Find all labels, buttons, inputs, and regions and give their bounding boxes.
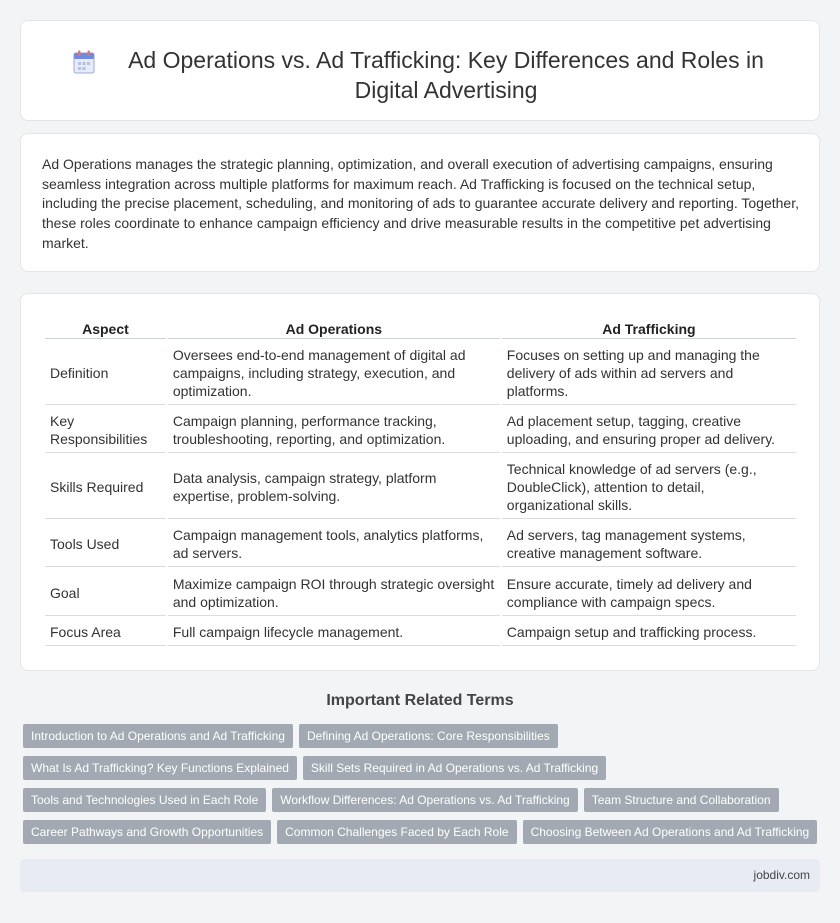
cell-ad-trafficking: Campaign setup and trafficking process. <box>502 618 796 646</box>
footer <box>20 859 820 892</box>
table-row <box>45 407 796 453</box>
cell-aspect: Tools Used <box>45 521 166 567</box>
related-term-tag[interactable]: Team Structure and Collaboration <box>584 788 779 812</box>
table-row <box>45 341 796 405</box>
related-term-tag[interactable]: Common Challenges Faced by Each Role <box>277 820 516 844</box>
cell-ad-operations: Full campaign lifecycle management. <box>168 618 500 646</box>
table-header-row <box>45 318 796 339</box>
header-ad-trafficking: Ad Trafficking <box>502 318 796 339</box>
related-term-tag[interactable]: Choosing Between Ad Operations and Ad Trafficking <box>523 820 818 844</box>
table-row <box>45 569 796 616</box>
related-term-tag[interactable]: Skill Sets Required in Ad Operations vs. Ad Trafficking <box>303 756 606 780</box>
tag-row <box>23 756 823 780</box>
comparison-card <box>20 293 820 671</box>
related-term-tag[interactable]: What Is Ad Trafficking? Key Functions Explained <box>23 756 297 780</box>
comparison-table <box>43 316 798 648</box>
cell-ad-trafficking: Ad servers, tag management systems, creative management software. <box>502 521 796 567</box>
related-term-tag[interactable]: Introduction to Ad Operations and Ad Trafficking <box>23 724 293 748</box>
title-wrap <box>21 45 819 105</box>
table-row <box>45 618 796 646</box>
cell-aspect: Focus Area <box>45 618 166 646</box>
cell-aspect: Skills Required <box>45 455 166 519</box>
table-row <box>45 521 796 567</box>
related-term-tag[interactable]: Career Pathways and Growth Opportunities <box>23 820 271 844</box>
cell-aspect: Definition <box>45 341 166 405</box>
tag-row <box>23 820 823 844</box>
cell-ad-trafficking: Focuses on setting up and managing the delivery of ads within ad servers and platforms. <box>502 341 796 405</box>
related-term-tag[interactable]: Defining Ad Operations: Core Responsibilities <box>299 724 558 748</box>
footer-site-link[interactable]: jobdiv.com <box>753 868 810 882</box>
cell-aspect: Goal <box>45 569 166 616</box>
calendar-icon <box>73 50 95 74</box>
related-terms-heading: Important Related Terms <box>326 692 514 709</box>
cell-ad-trafficking: Technical knowledge of ad servers (e.g., DoubleClick), attention to detail, organizational skills. <box>502 455 796 519</box>
cell-ad-trafficking: Ensure accurate, timely ad delivery and compliance with campaign specs. <box>502 569 796 616</box>
tag-row <box>23 724 823 748</box>
intro-card <box>20 133 820 272</box>
cell-ad-operations: Oversees end-to-end management of digital ad campaigns, including strategy, execution, and optimization. <box>168 341 500 405</box>
cell-ad-operations: Maximize campaign ROI through strategic oversight and optimization. <box>168 569 500 616</box>
table-row <box>45 455 796 519</box>
cell-ad-trafficking: Ad placement setup, tagging, creative uploading, and ensuring proper ad delivery. <box>502 407 796 453</box>
related-term-tag[interactable]: Workflow Differences: Ad Operations vs. Ad Trafficking <box>272 788 577 812</box>
cell-ad-operations: Data analysis, campaign strategy, platform expertise, problem-solving. <box>168 455 500 519</box>
related-term-tag[interactable]: Tools and Technologies Used in Each Role <box>23 788 266 812</box>
cell-ad-operations: Campaign planning, performance tracking, troubleshooting, reporting, and optimization. <box>168 407 500 453</box>
intro-paragraph: Ad Operations manages the strategic planning, optimization, and overall execution of advertising campaigns, ensuring seamless integration across multiple platforms for maximum reach. Ad Trafficking is focused on the technical setup, including the precise placement, scheduling, and monitoring of ads to guarantee accurate delivery and reporting. Together, these roles coordinate to enhance campaign efficiency and drive measurable results in the competitive pet advertising market. <box>42 156 799 251</box>
header-ad-operations: Ad Operations <box>168 318 500 339</box>
cell-ad-operations: Campaign management tools, analytics platforms, ad servers. <box>168 521 500 567</box>
header-card <box>20 20 820 121</box>
header-aspect: Aspect <box>45 318 166 339</box>
cell-aspect: Key Responsibilities <box>45 407 166 453</box>
tag-row <box>23 788 823 812</box>
page-title: Ad Operations vs. Ad Trafficking: Key Differences and Roles in Digital Advertising <box>128 47 764 103</box>
related-terms-list <box>23 724 823 852</box>
